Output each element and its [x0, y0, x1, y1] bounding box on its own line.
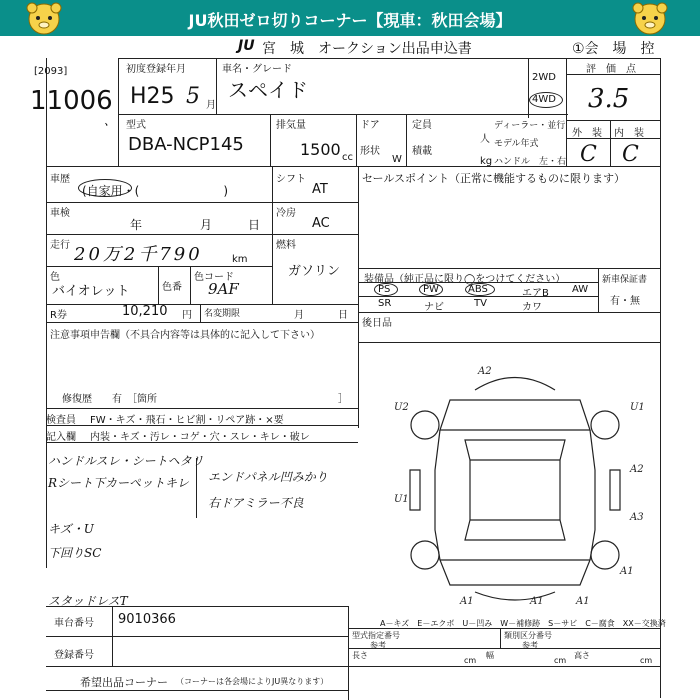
- mark-a3: A3: [630, 512, 644, 523]
- venue-copy-label: ①会 場 控: [572, 41, 655, 57]
- recorder-label: 記入欄: [46, 432, 76, 443]
- equip-sr: SR: [378, 298, 392, 309]
- score-value: 3.5: [588, 84, 630, 114]
- note-3: キズ・U: [48, 522, 94, 536]
- inspection-year: 年: [130, 218, 143, 232]
- transfer-label: 名変期限: [204, 309, 241, 319]
- repair-history: 修復歴 有 ［箇所: [62, 394, 157, 405]
- person-unit: 人: [480, 134, 490, 145]
- page-title: JU秋田ゼロ切りコーナー【現車：秋田会場】: [188, 11, 512, 30]
- shape-label: 形状: [360, 146, 380, 157]
- payload-unit: kg: [480, 156, 493, 167]
- shift-label: シフト: [276, 174, 306, 185]
- mark-a1-rear-1: A1: [460, 596, 474, 607]
- ju-logo: JU: [238, 38, 255, 54]
- entry-mark: 、: [104, 114, 117, 128]
- registration-month: 5: [186, 84, 200, 109]
- color-label: 色: [50, 272, 60, 283]
- entry-code: [2093]: [34, 66, 68, 77]
- color-no-label: 色番: [162, 282, 182, 293]
- mark-u1-left: U1: [394, 494, 409, 505]
- header-bar: [0, 0, 700, 36]
- mileage-label: 走行: [50, 240, 70, 251]
- shape-value: W: [392, 154, 402, 165]
- displacement-unit: cc: [342, 152, 353, 163]
- new-warranty-label: 新車保証書: [602, 275, 648, 285]
- steering-label: ハンドル 左・右: [494, 157, 567, 167]
- fuel-label: 燃料: [276, 240, 296, 251]
- inspection-label: 車検: [50, 208, 70, 219]
- chassis-value: 9010366: [118, 612, 176, 627]
- chassis-label: 車台番号: [54, 618, 94, 629]
- note-5: スタッドレスT: [48, 594, 128, 608]
- length-label: 長さ: [352, 651, 368, 660]
- form-title: 宮 城 オークション出品申込書: [262, 41, 472, 57]
- width-unit: cm: [554, 656, 567, 665]
- model-label: 型式: [126, 120, 146, 131]
- interior-label: 内 装: [614, 128, 644, 139]
- color-code-label: 色コード: [194, 272, 234, 283]
- desired-corner-note: （コーナーは各会場によりJU異なります）: [176, 677, 329, 686]
- height-unit: cm: [640, 656, 653, 665]
- mark-a2-front: A2: [478, 366, 492, 377]
- color-code: 9AF: [208, 280, 239, 298]
- displacement-label: 排気量: [276, 120, 306, 131]
- width-label: 幅: [486, 651, 494, 660]
- usage-label: 車歴: [50, 174, 70, 185]
- transfer-month: 月: [294, 310, 304, 321]
- equip-pw: PW: [423, 284, 439, 295]
- model-no-ref: 参考: [370, 641, 386, 650]
- entry-number: 11006: [30, 86, 113, 116]
- desired-corner-label: 希望出品コーナー: [80, 676, 168, 689]
- mileage-value: 20万2千790: [74, 244, 203, 265]
- diagram-legend: A－キズ E－エクボ U－凹み W－補修跡 S－サビ C－腐食 XX－交換済: [380, 619, 666, 628]
- note-6: エンドパネル凹みかり: [208, 470, 328, 484]
- registration-month-unit: 月: [206, 100, 216, 111]
- shift-value: AT: [312, 182, 328, 197]
- registration-era: H25: [130, 84, 175, 109]
- model-year-label: モデル年式: [494, 139, 539, 149]
- equip-tv: TV: [474, 298, 487, 309]
- bear-mascot-icon: [628, 2, 672, 36]
- car-name: スペイド: [228, 78, 308, 102]
- equip-aw: AW: [572, 284, 589, 295]
- dealer-label: ディーラー・並行: [494, 121, 566, 131]
- mark-u1-right: U1: [630, 402, 645, 413]
- height-label: 高さ: [574, 651, 590, 660]
- equipment-label: 装備品（純正品に限り◯をつけてください）: [364, 274, 566, 285]
- mark-a1-rear-3: A1: [576, 596, 590, 607]
- model-value: DBA-NCP145: [128, 134, 244, 155]
- drive-2wd: 2WD: [532, 72, 556, 83]
- recycle-label: R券: [50, 310, 67, 321]
- exterior-label: 外 装: [572, 128, 602, 139]
- aircon-value: AC: [312, 216, 330, 231]
- mark-a1-rear-right: A1: [620, 566, 634, 577]
- inspector-label: 検査員: [46, 415, 76, 426]
- color-value: バイオレット: [52, 284, 130, 299]
- new-warranty-value: 有・無: [610, 296, 640, 307]
- sales-point-label: セールスポイント（正常に機能するものに限ります）: [362, 172, 626, 185]
- note-7: 右ドアミラー不良: [208, 496, 304, 510]
- transfer-day: 日: [338, 310, 348, 321]
- fuel-value: ガソリン: [288, 264, 341, 279]
- payload-label: 積載: [412, 146, 432, 157]
- recycle-value: 10,210: [122, 304, 168, 319]
- drive-4wd: 4WD: [532, 94, 556, 105]
- length-unit: cm: [464, 656, 477, 665]
- car-name-label: 車名・グレード: [222, 64, 292, 75]
- score-label: 評 価 点: [586, 64, 636, 75]
- model-no-label: 型式指定番号: [352, 631, 400, 640]
- category-no-ref: 参考: [522, 641, 538, 650]
- mark-u2: U2: [394, 402, 409, 413]
- note-4: 下回りSC: [48, 546, 102, 560]
- doors-label: ドア: [360, 120, 380, 131]
- equip-navi: ナビ: [424, 302, 444, 313]
- check-row-2: 内装・キズ・汚レ・コゲ・穴・スレ・キレ・破レ: [90, 432, 310, 443]
- equip-abs: ABS: [468, 284, 488, 295]
- displacement-value: 1500: [300, 140, 341, 159]
- check-row-1: FW・キズ・飛石・ヒビ割・リペア跡・×要: [90, 415, 284, 426]
- equip-ps: PS: [378, 284, 391, 295]
- aircon-label: 冷房: [276, 208, 296, 219]
- note-2: Rシート下カーペットキレ: [48, 476, 189, 490]
- repair-end: ］: [338, 394, 348, 405]
- interior-grade: C: [622, 142, 639, 167]
- mark-a1-rear-2: A1: [530, 596, 544, 607]
- equip-airbag: エアB: [522, 288, 549, 299]
- exterior-grade: C: [580, 142, 597, 167]
- equip-leather: カワ: [522, 302, 542, 313]
- notes-label: 注意事項申告欄（不具合内容等は具体的に記入して下さい）: [50, 330, 320, 341]
- capacity-label: 定員: [412, 120, 432, 131]
- vehicle-condition-diagram: [380, 360, 650, 610]
- mileage-unit: km: [232, 254, 248, 265]
- note-1: ハンドルスレ・シートヘタリ: [48, 454, 204, 468]
- rear-item-label: 後日品: [362, 318, 392, 329]
- registration-label: 初度登録年月: [126, 64, 186, 75]
- plate-label: 登録番号: [54, 650, 94, 661]
- recycle-unit: 円: [182, 310, 192, 321]
- usage-value: (自家用・( ): [82, 184, 229, 198]
- mark-a2-side: A2: [630, 464, 644, 475]
- inspection-day: 日: [248, 218, 261, 232]
- category-no-label: 類別区分番号: [504, 631, 552, 640]
- inspection-month: 月: [200, 218, 213, 232]
